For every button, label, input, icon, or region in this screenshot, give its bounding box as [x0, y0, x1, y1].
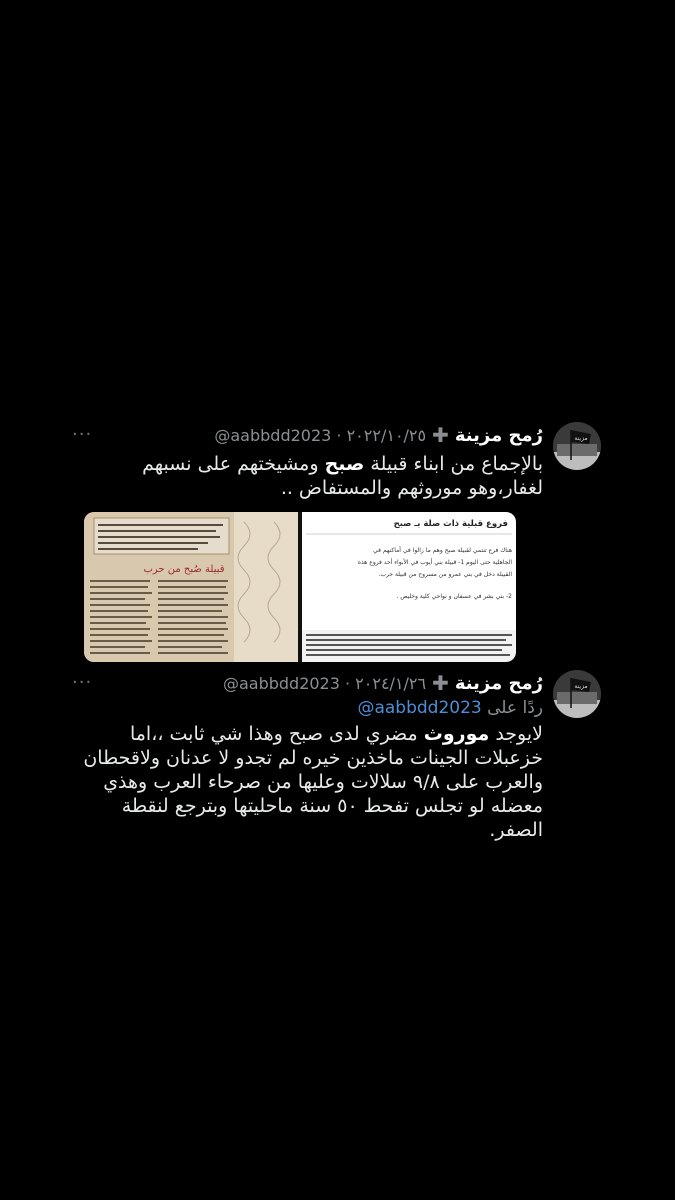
tweet-text [80, 452, 543, 500]
media-right-line: 2- بني بشر في عسفان و نواحي كلية وخليص . [396, 593, 512, 600]
reply-handle-link[interactable]: @aabbdd2023 [357, 698, 482, 718]
media-right-line: القبيلة دخل في بني عمرو من مسروح من قبيلة حرب. [378, 571, 512, 578]
tweet-text-part: بالإجماع من ابناء قبيلة [364, 453, 543, 475]
tweet-text [80, 722, 543, 842]
tweet-text-bold: صبح [324, 453, 365, 475]
media-right-line: هناك فرع تنتمي لقبيلة صبح وهم ما زالوا في أماكنهم في [373, 547, 512, 554]
avatar-flag-text: مزينة [574, 683, 588, 690]
tweet-header [80, 422, 543, 448]
more-options-icon[interactable]: ··· [72, 424, 93, 445]
tweet-media-image[interactable] [84, 512, 516, 662]
plus-badge-icon: ✚ [432, 671, 449, 695]
more-options-icon[interactable]: ··· [72, 672, 93, 693]
plus-badge-icon: ✚ [432, 423, 449, 447]
avatar-image [553, 422, 601, 470]
tweet-text-bold: موروث [423, 723, 490, 745]
handle-and-date[interactable]: @aabbdd2023 · ٢٠٢٢/١٠/٢٥ [214, 425, 427, 445]
display-name[interactable]: رُمح مزينة [454, 672, 543, 694]
replying-to-label: ردًا على [481, 698, 543, 718]
media-right-title: فروع قبلية ذات صلة بـ صبح [393, 519, 508, 529]
tweet-header [80, 670, 543, 696]
media-left-title: قبيلة صُبح من حرب [143, 564, 225, 575]
tweet-text-part: مضري لدى صبح وهذا شي ثابت ،،اما خزعبلات الجينات ماخذين خيره لم تجدو لا عدنان ولاقحطان والعرب على ٩/٨ سلالات وعليها من صرحاء العرب وهذي معضله لو تجلس تفحط ٥٠ سنة ماحليتها وبترجع لنقطة الصفر. [83, 723, 543, 841]
avatar-flag-text: مزينة [574, 435, 588, 442]
display-name[interactable]: رُمح مزينة [454, 424, 543, 446]
handle-and-date[interactable]: @aabbdd2023 · ٢٠٢٤/١/٢٦ [222, 673, 427, 693]
avatar[interactable] [553, 670, 601, 718]
media-right-line: الجاهلية حتى اليوم 1- قبيلة بني أيوب في الأبواء أحد فروع هذه [357, 559, 512, 566]
tweet-text-part: ومشيختهم على نسبهم لغفار،وهو موروثهم والمستفاض .. [142, 453, 543, 499]
avatar[interactable] [553, 422, 601, 470]
replying-to [80, 698, 543, 718]
tweet-text-part: لايوجد [489, 723, 543, 745]
avatar-image [553, 670, 601, 718]
